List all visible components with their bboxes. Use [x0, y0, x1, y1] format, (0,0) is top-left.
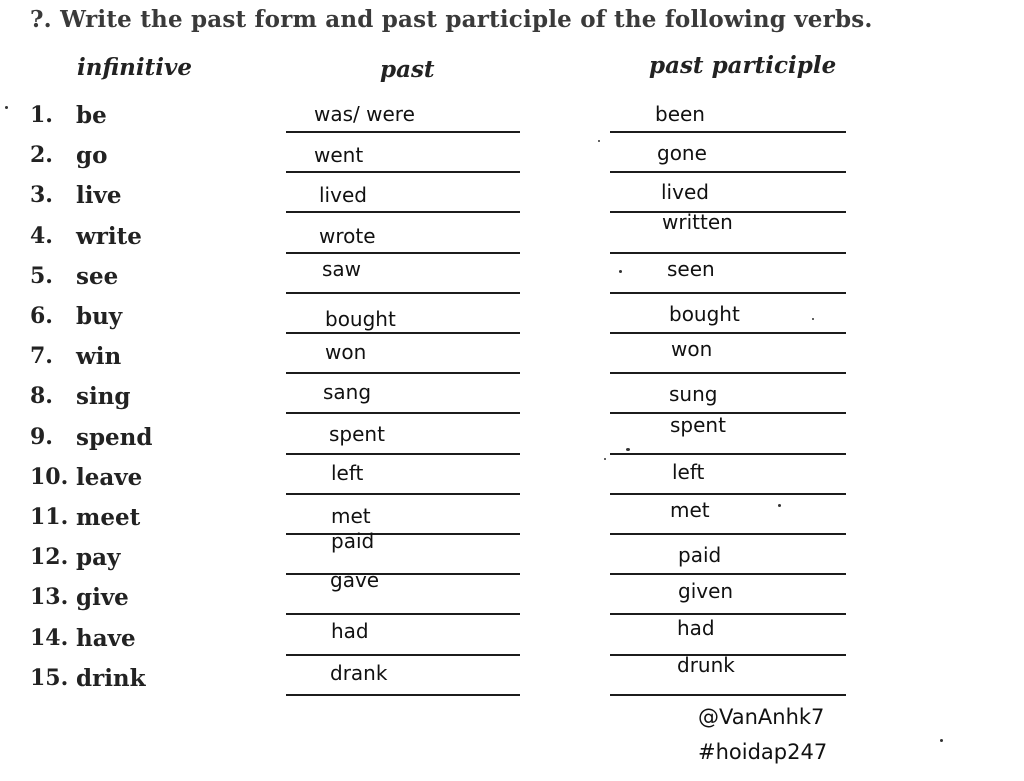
verb-row: [0, 617, 1024, 657]
answer-past: met: [331, 504, 371, 528]
row-number: 2.: [30, 142, 53, 169]
scan-speck: [778, 504, 781, 507]
answer-line-past-participle: [610, 292, 846, 294]
verb-row: [0, 209, 1024, 255]
row-number: 6.: [30, 303, 53, 329]
answer-line-past: [286, 654, 520, 656]
answer-line-past: [286, 493, 520, 495]
answer-past: was/ were: [314, 102, 415, 126]
answer-past: went: [314, 143, 364, 168]
answer-line-past-participle: [610, 694, 846, 696]
verb-row: [0, 174, 1024, 214]
infinitive-verb: spend: [76, 423, 153, 451]
row-number: 8.: [30, 383, 53, 410]
answer-past: saw: [322, 256, 362, 281]
answer-line-past: [286, 613, 520, 615]
verb-row: [0, 652, 1024, 697]
infinitive-verb: pay: [76, 544, 121, 572]
verb-row: [0, 568, 1024, 616]
row-number: 12.: [30, 544, 69, 571]
infinitive-verb: see: [76, 262, 119, 290]
answer-line-past: [286, 131, 520, 133]
answer-line-past: [286, 372, 520, 374]
answer-past: bought: [325, 307, 396, 331]
answer-line-past-participle: [610, 372, 846, 374]
verb-row: [0, 134, 1024, 174]
answer-past: left: [331, 460, 364, 485]
infinitive-verb: go: [76, 142, 108, 170]
scan-speck: [619, 270, 622, 273]
answer-past-participle: met: [670, 498, 710, 522]
answer-past-participle: paid: [678, 543, 722, 568]
row-number: 5.: [30, 262, 53, 289]
row-number: 13.: [30, 584, 69, 611]
answer-line-past: [286, 171, 520, 173]
answer-past: won: [325, 340, 367, 365]
answer-past-participle: drunk: [677, 652, 735, 677]
infinitive-verb: leave: [76, 463, 143, 491]
verb-row: [0, 375, 1024, 415]
answer-past: lived: [319, 183, 367, 208]
answer-past-participle: been: [655, 102, 705, 126]
verb-row: [0, 529, 1024, 576]
answer-past: paid: [331, 529, 375, 554]
infinitive-verb: be: [76, 102, 107, 129]
answer-line-past-participle: [610, 171, 846, 173]
answer-past-participle: bought: [669, 302, 740, 326]
answer-past-participle: seen: [667, 256, 715, 281]
answer-line-past-participle: [610, 613, 846, 615]
answer-past-participle: won: [671, 337, 713, 362]
answer-past: drank: [330, 660, 388, 685]
answer-past: had: [331, 618, 369, 643]
answer-past-participle: written: [662, 209, 733, 234]
scan-speck: [5, 106, 8, 109]
row-number: 7.: [30, 343, 53, 370]
verb-row: [0, 335, 1024, 375]
row-number: 15.: [30, 664, 69, 691]
scan-speck: [598, 140, 600, 142]
row-number: 10.: [30, 463, 69, 490]
row-number: 1.: [30, 102, 53, 128]
scan-speck: [626, 448, 630, 451]
row-number: 3.: [30, 182, 53, 209]
answer-line-past: [286, 573, 520, 575]
row-number: 9.: [30, 423, 53, 450]
answer-past-participle: gone: [657, 141, 707, 166]
scan-speck: [940, 739, 943, 742]
verb-row: [0, 412, 1024, 456]
answer-past-participle: had: [677, 615, 715, 640]
answer-past: wrote: [319, 223, 376, 248]
infinitive-verb: win: [76, 343, 122, 371]
infinitive-verb: have: [76, 624, 136, 652]
answer-line-past: [286, 533, 520, 535]
header-infinitive: infinitive: [77, 54, 192, 81]
answer-line-past-participle: [610, 131, 846, 133]
answer-line-past-participle: [610, 412, 846, 414]
scan-speck: [812, 318, 814, 320]
row-number: 4.: [30, 222, 53, 249]
infinitive-verb: drink: [76, 664, 146, 692]
answer-past-participle: spent: [670, 412, 726, 437]
answer-line-past: [286, 453, 520, 455]
infinitive-verb: write: [76, 222, 142, 250]
verb-row: [0, 295, 1024, 335]
answer-line-past: [286, 694, 520, 696]
answer-line-past: [286, 211, 520, 213]
answer-past-participle: sung: [669, 382, 718, 407]
signature-author: @VanAnhk7: [698, 705, 825, 729]
infinitive-verb: live: [76, 182, 122, 210]
verb-row: [0, 255, 1024, 295]
verb-row: [0, 496, 1024, 536]
infinitive-verb: meet: [76, 504, 141, 531]
answer-line-past-participle: [610, 493, 846, 495]
header-past-participle: past participle: [649, 52, 837, 79]
answer-line-past: [286, 332, 520, 334]
row-number: 11.: [30, 504, 69, 530]
answer-line-past-participle: [610, 332, 846, 334]
answer-past-participle: left: [672, 459, 705, 484]
infinitive-verb: sing: [76, 383, 131, 411]
infinitive-verb: buy: [76, 303, 123, 330]
answer-past: sang: [323, 380, 372, 405]
answer-line-past-participle: [610, 453, 846, 455]
answer-past: spent: [329, 421, 385, 446]
answer-line-past: [286, 412, 520, 414]
exercise-title: ?. Write the past form and past participle of the following verbs.: [30, 6, 873, 33]
answer-past-participle: lived: [661, 180, 709, 205]
answer-line-past-participle: [610, 573, 846, 575]
signature-tag: #hoidap247: [698, 740, 828, 764]
answer-line-past: [286, 252, 520, 254]
infinitive-verb: give: [76, 584, 129, 612]
answer-line-past-participle: [610, 252, 846, 254]
header-past: past: [380, 56, 435, 83]
answer-past-participle: given: [678, 579, 734, 604]
answer-line-past-participle: [610, 533, 846, 535]
answer-past: gave: [330, 568, 380, 593]
answer-line-past: [286, 292, 520, 294]
verb-row: [0, 94, 1024, 134]
verb-row: [0, 456, 1024, 496]
row-number: 14.: [30, 624, 69, 651]
scan-speck: [604, 458, 606, 460]
